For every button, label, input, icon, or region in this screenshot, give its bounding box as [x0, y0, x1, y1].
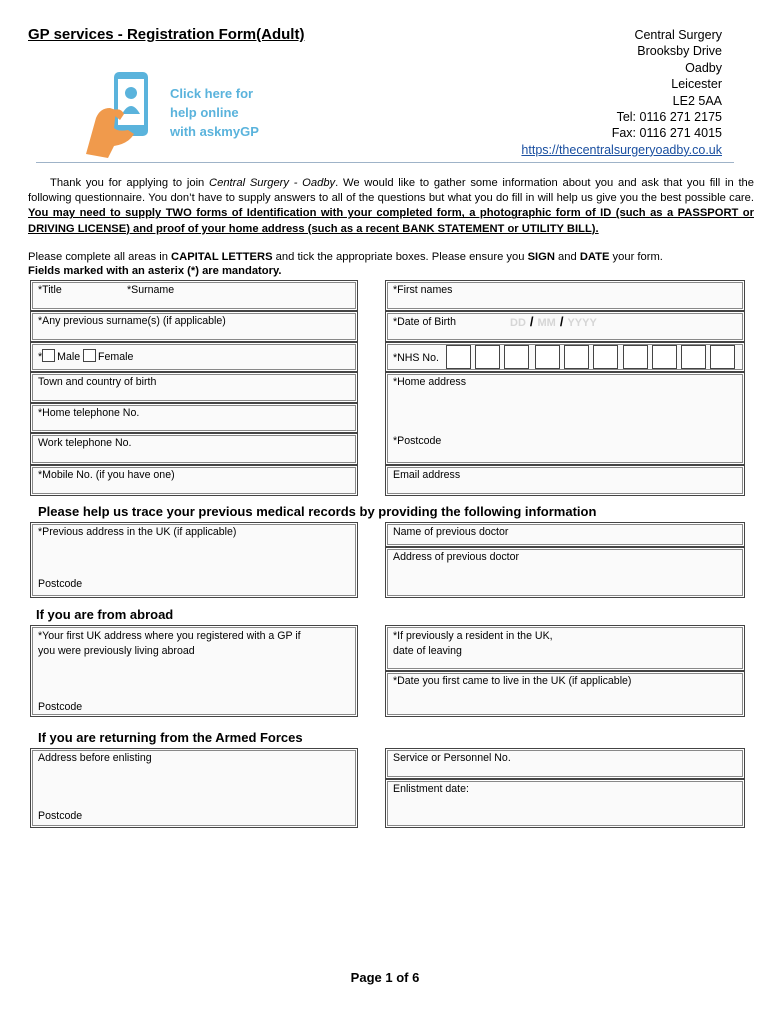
- fax: Fax: 0116 271 4015: [611, 126, 722, 141]
- field-label: *Postcode: [393, 435, 442, 447]
- nhs-digit-box[interactable]: [504, 345, 529, 369]
- nhs-digit-box[interactable]: [446, 345, 471, 369]
- field-label: *Home telephone No.: [38, 407, 140, 419]
- nhs-digit-box[interactable]: [475, 345, 500, 369]
- previous-address-field[interactable]: [30, 522, 358, 598]
- first-names-field[interactable]: [385, 280, 745, 311]
- previous-records-heading: Please help us trace your previous medical records by providing the following information: [38, 504, 597, 519]
- nhs-digit-box[interactable]: [710, 345, 735, 369]
- dob-year-placeholder: YYYY: [567, 317, 597, 329]
- instruction-text: Please complete all areas in: [28, 251, 172, 263]
- gender-field: [30, 342, 358, 372]
- field-label: *Home address: [393, 376, 467, 388]
- dob-month-placeholder: MM: [537, 317, 556, 329]
- instruction-text: and: [554, 251, 580, 263]
- mandatory-note: Fields marked with an asterix (*) are mandatory.: [28, 264, 282, 277]
- field-label: *Any previous surname(s) (if applicable): [38, 315, 226, 327]
- page-number: Page 1 of 6: [350, 970, 420, 985]
- previous-doctor-field[interactable]: [385, 522, 745, 547]
- field-label: *Mobile No. (if you have one): [38, 469, 175, 481]
- address-line: Oadby: [685, 60, 722, 75]
- nhs-digit-box[interactable]: [681, 345, 706, 369]
- field-label: *Date you first came to live in the UK (if applicable): [393, 675, 632, 687]
- nhs-digit-box[interactable]: [623, 345, 648, 369]
- instruction-text: your form.: [609, 251, 663, 263]
- service-number-field[interactable]: [385, 748, 745, 779]
- field-label: Postcode: [38, 810, 83, 822]
- field-label: Postcode: [38, 701, 83, 713]
- first-uk-address-field[interactable]: [30, 625, 358, 717]
- title-surname-field[interactable]: [30, 280, 358, 311]
- id-requirement: You may need to supply TWO forms of Identification with your completed form, a photographic form of ID (such as a PASSPORT or DRIVING LICENSE) and proof of your home address (such as a recent BANK STATEMENT or UTILITY BILL).: [28, 207, 754, 235]
- nhs-digit-box[interactable]: [564, 345, 589, 369]
- nhs-digit-box[interactable]: [593, 345, 618, 369]
- address-line: Brooksby Drive: [637, 44, 722, 59]
- instructions: [28, 250, 754, 278]
- field-label: Town and country of birth: [38, 376, 157, 388]
- field-label: Work telephone No.: [38, 437, 132, 449]
- previous-surname-field[interactable]: [30, 311, 358, 342]
- header-divider: [36, 162, 734, 163]
- birthplace-field[interactable]: [30, 372, 358, 403]
- field-label: *Title: [38, 284, 62, 296]
- field-label: you were previously living abroad: [38, 645, 195, 657]
- nhs-digit-box[interactable]: [652, 345, 677, 369]
- email-field[interactable]: [385, 465, 745, 496]
- form-title: GP services - Registration Form(Adult): [28, 26, 305, 43]
- dob-separator: /: [529, 314, 534, 329]
- surgery-name: Central Surgery - Oadby: [209, 177, 336, 189]
- instruction-text: and tick the appropriate boxes. Please ensure you: [272, 251, 528, 263]
- date-of-leaving-field[interactable]: [385, 625, 745, 671]
- nhs-digit-box[interactable]: [535, 345, 560, 369]
- date-of-birth-field[interactable]: [385, 311, 745, 342]
- field-label: Email address: [393, 469, 461, 481]
- field-label: *: [38, 351, 43, 363]
- field-label: *Date of Birth: [393, 316, 457, 328]
- dob-separator: /: [559, 314, 564, 329]
- field-label: date of leaving: [393, 645, 462, 657]
- intro-text: . We would like to gather some information about you and ask that you fill in the following questionnaire. You don’t have to supply answers to all of the questions but what you do fill in will help us give you the best possible care.: [28, 177, 754, 205]
- address-before-enlisting-field[interactable]: [30, 748, 358, 828]
- instruction-bold: CAPITAL LETTERS: [171, 251, 273, 263]
- date-came-to-uk-field[interactable]: [385, 671, 745, 717]
- field-label: *Previous address in the UK (if applicable): [38, 526, 237, 538]
- field-label: Female: [98, 351, 134, 363]
- phone-in-hand-icon: [84, 68, 170, 160]
- field-label: Address of previous doctor: [393, 551, 520, 563]
- instruction-bold: SIGN: [527, 251, 555, 263]
- mobile-field[interactable]: [30, 465, 358, 496]
- field-label: Name of previous doctor: [393, 526, 509, 538]
- banner-line: help online: [170, 105, 239, 120]
- field-label: *If previously a resident in the UK,: [393, 630, 553, 642]
- field-label: *NHS No.: [393, 352, 439, 364]
- field-label: Service or Personnel No.: [393, 752, 511, 764]
- field-label: Postcode: [38, 578, 83, 590]
- intro-text: Thank you for applying to join: [50, 177, 210, 189]
- home-telephone-field[interactable]: [30, 403, 358, 433]
- address-line: Leicester: [671, 77, 722, 92]
- dob-day-placeholder: DD: [510, 317, 526, 329]
- intro-paragraph: [28, 176, 754, 237]
- work-telephone-field[interactable]: [30, 433, 358, 465]
- enlistment-date-field[interactable]: [385, 779, 745, 828]
- instruction-bold: DATE: [579, 251, 610, 263]
- banner-line: with askmyGP: [170, 124, 259, 139]
- armed-forces-heading: If you are returning from the Armed Forces: [38, 730, 303, 745]
- nhs-number-field: [385, 342, 745, 372]
- field-label: *First names: [393, 284, 453, 296]
- askmygp-banner[interactable]: [84, 68, 284, 160]
- field-label: Male: [57, 351, 81, 363]
- female-checkbox[interactable]: [83, 349, 96, 362]
- field-label: Enlistment date:: [393, 783, 469, 795]
- male-checkbox[interactable]: [42, 349, 55, 362]
- website-link[interactable]: https://thecentralsurgeryoadby.co.uk: [521, 142, 722, 157]
- surgery-address: [521, 27, 722, 158]
- address-line: LE2 5AA: [672, 93, 722, 108]
- field-label: *Surname: [127, 284, 175, 296]
- banner-line: Click here for: [170, 86, 254, 101]
- abroad-heading: If you are from abroad: [36, 607, 174, 622]
- previous-doctor-address-field[interactable]: [385, 547, 745, 598]
- address-line: Central Surgery: [634, 28, 722, 42]
- telephone: Tel: 0116 271 2175: [616, 110, 722, 125]
- home-address-field[interactable]: [385, 372, 745, 465]
- field-label: *Your first UK address where you registered with a GP if: [38, 630, 301, 642]
- field-label: Address before enlisting: [38, 752, 152, 764]
